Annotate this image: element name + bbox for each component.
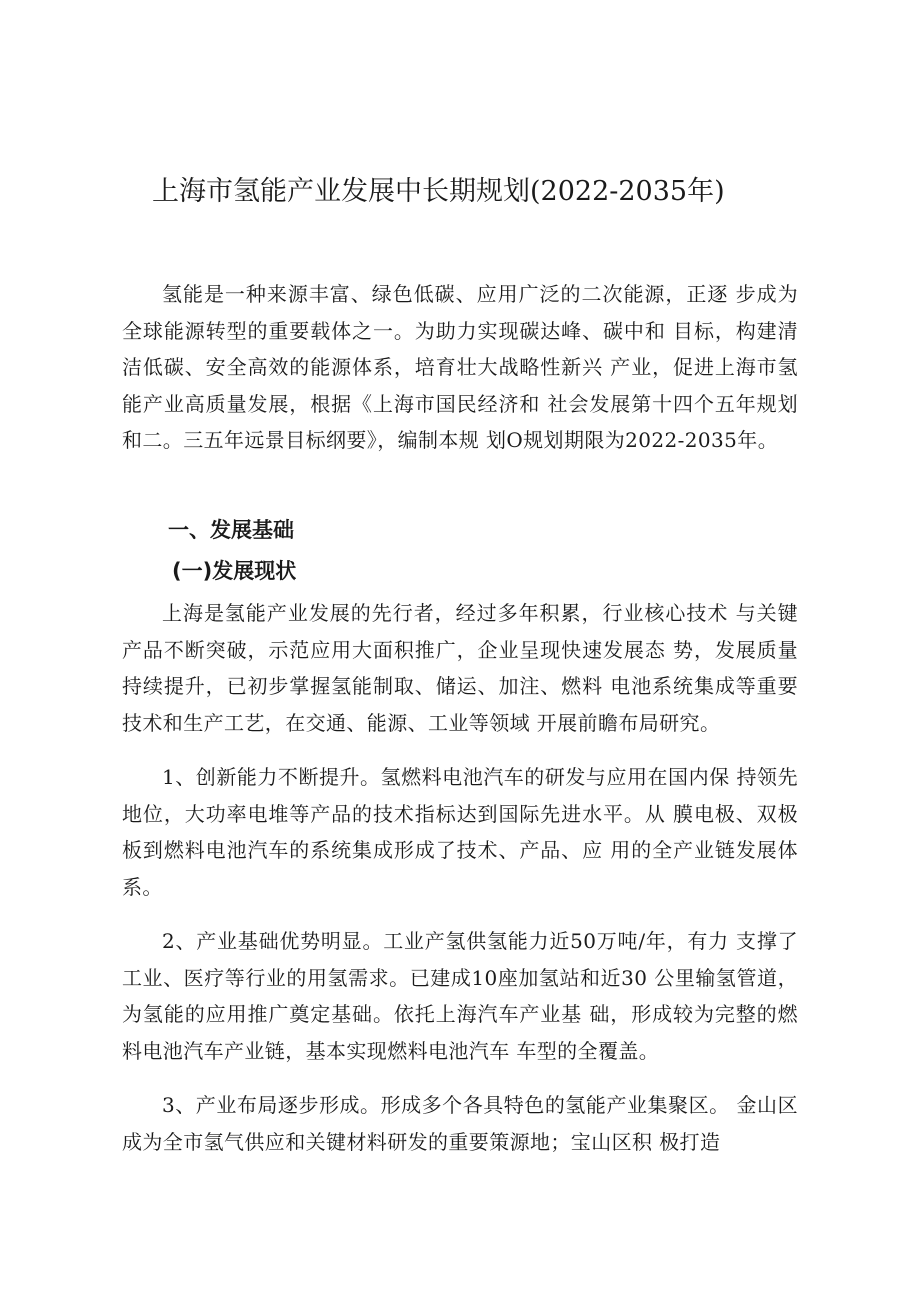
intro-paragraph: 氢能是一种来源丰富、绿色低碳、应用广泛的二次能源，正逐 步成为全球能源转型的重要载体之一。为助力实现碳达峰、碳中和 目标，构建清洁低碳、安全高效的能源体系，培育壮大战略性新兴 产业，促进上海市氢能产业高质量发展，根据《上海市国民经济和 社会发展第十四个五年规划和二。三五年远景目标纲要》，编制本规 划O规划期限为2022-2035年。 — [122, 282, 798, 452]
section-heading: 一、发展基础 — [168, 518, 294, 542]
status-paragraph: 上海是氢能产业发展的先行者，经过多年积累，行业核心技术 与关键产品不断突破，示范应用大面积推广，企业呈现快速发展态 势，发展质量持续提升，已初步掌握氢能制取、储运、加注、燃料 电池系统集成等重要技术和生产工艺，在交通、能源、工业等领域 开展前瞻布局研究。 — [122, 601, 798, 735]
item-paragraph-2: 2、产业基础优势明显。工业产氢供氢能力近50万吨/年，有力 支撑了工业、医疗等行业的用氢需求。已建成10座加氢站和近30 公里输氢管道，为氢能的应用推广奠定基础。依托上海汽车产业基 础，形成较为完整的燃料电池汽车产业链，基本实现燃料电池汽车 车型的全覆盖。 — [122, 929, 798, 1063]
item-paragraph-1: 1、创新能力不断提升。氢燃料电池汽车的研发与应用在国内保 持领先地位，大功率电堆等产品的技术指标达到国际先进水平。从 膜电极、双极板到燃料电池汽车的系统集成形成了技术、产品、应 用的全产业链发展体系。 — [122, 765, 798, 899]
document-title: 上海市氢能产业发展中长期规划(2022-2035年) — [152, 176, 725, 207]
item-paragraph-3: 3、产业布局逐步形成。形成多个各具特色的氢能产业集聚区。 金山区成为全市氢气供应和关键材料研发的重要策源地；宝山区积 极打造 — [122, 1093, 798, 1154]
subsection-heading: (一)发展现状 — [172, 559, 297, 583]
